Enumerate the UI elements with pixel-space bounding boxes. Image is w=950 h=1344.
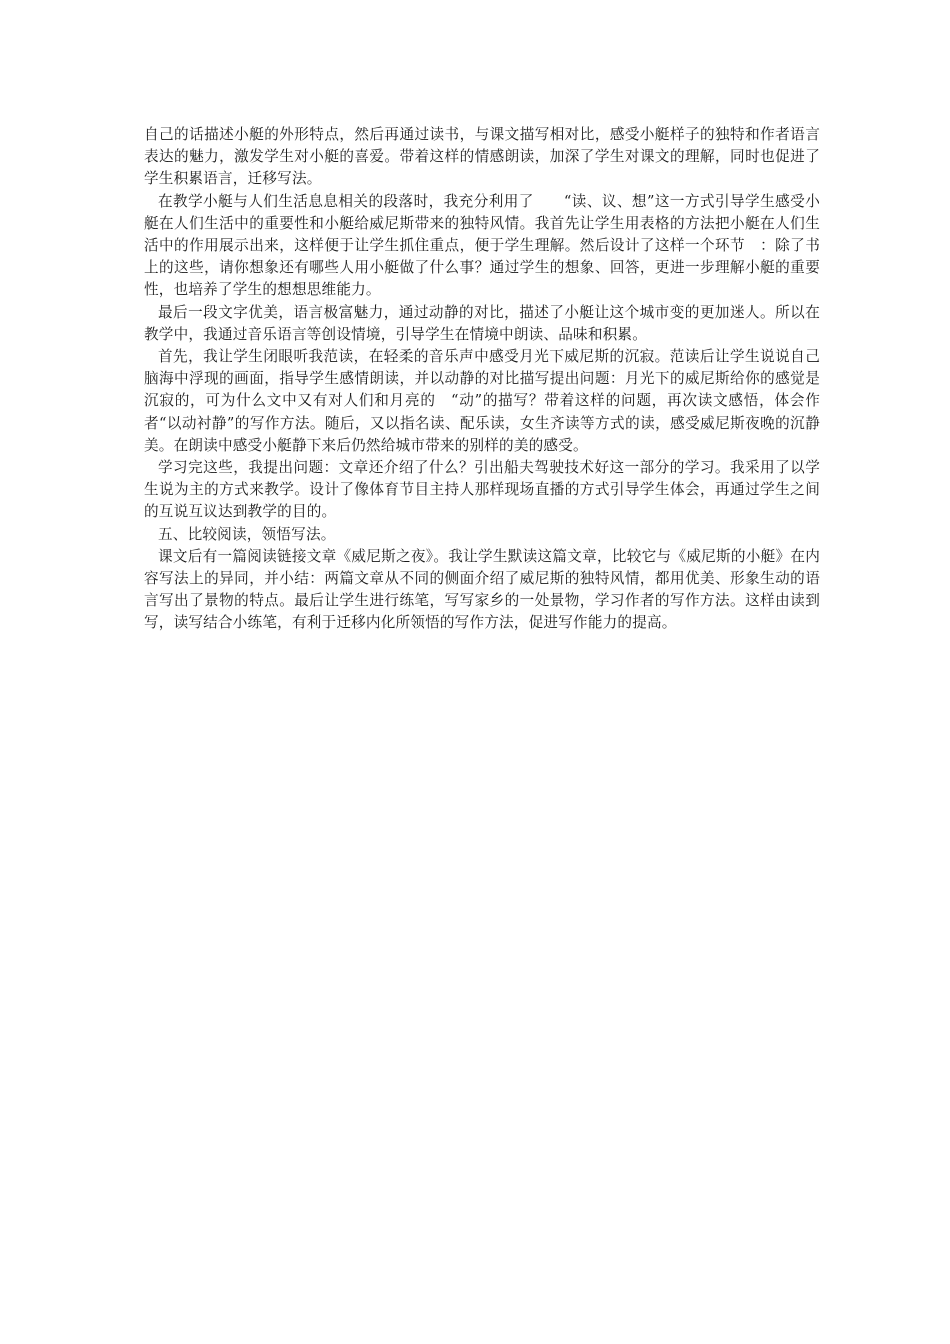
paragraph-5: 学习完这些，我提出问题：文章还介绍了什么？引出船夫驾驶技术好这一部分的学习。我采用了以学生说为主的方式来教学。设计了像体育节目主持人那样现场直播的方式引导学生体会，再通过学生之间的互说互议达到教学的目的。 bbox=[144, 459, 820, 521]
paragraph-6: 课文后有一篇阅读链接文章《威尼斯之夜》。我让学生默读这篇文章，比较它与《威尼斯的小艇》在内容写法上的异同，并小结：两篇文章从不同的侧面介绍了威尼斯的独特风情，都用优美、形象生动的语言写出了景物的特点。最后让学生进行练笔，写写家乡的一处景物，学习作者的写作方法。这样由读到写，读写结合小练笔，有利于迁移内化所领悟的写作方法，促进写作能力的提高。 bbox=[144, 547, 820, 632]
paragraph-2: 在教学小艇与人们生活息息相关的段落时，我充分利用了 “读、议、想”这一方式引导学生感受小艇在人们生活中的重要性和小艇给威尼斯带来的独特风情。我首先让学生用表格的方法把小艇在人们生活中的作用展示出来，这样便于让学生抓住重点，便于学生理解。然后设计了这样一个环节 ：除了书上的这些，请你想象还有哪些人用小艇做了什么事？通过学生的想象、回答，更进一步理解小艇的重要性，也培养了学生的想想思维能力。 bbox=[144, 192, 820, 299]
paragraph-1: 自己的话描述小艇的外形特点，然后再通过读书，与课文描写相对比，感受小艇样子的独特和作者语言表达的魅力，激发学生对小艇的喜爱。带着这样的情感朗读，加深了学生对课文的理解，同时也促进了学生积累语言，迁移写法。 bbox=[144, 126, 820, 188]
paragraph-4: 首先，我让学生闭眼听我范读，在轻柔的音乐声中感受月光下威尼斯的沉寂。范读后让学生说说自己脑海中浮现的画面，指导学生感情朗读，并以动静的对比描写提出问题：月光下的威尼斯给你的感觉是沉寂的，可为什么文中又有对人们和月亮的 “动”的描写？带着这样的问题，再次读文感悟，体会作者“以动衬静”的写作方法。随后，又以指名读、配乐读，女生齐读等方式的读，感受威尼斯夜晚的沉静美。在朗读中感受小艇静下来后仍然给城市带来的别样的美的感受。 bbox=[144, 348, 820, 454]
document-body bbox=[144, 124, 820, 635]
section-heading: 五、比较阅读，领悟写法。 bbox=[158, 525, 336, 543]
paragraph-3: 最后一段文字优美，语言极富魅力，通过动静的对比，描述了小艇让这个城市变的更加迷人。所以在教学中，我通过音乐语言等创设情境，引导学生在情境中朗读、品味和积累。 bbox=[144, 303, 820, 343]
